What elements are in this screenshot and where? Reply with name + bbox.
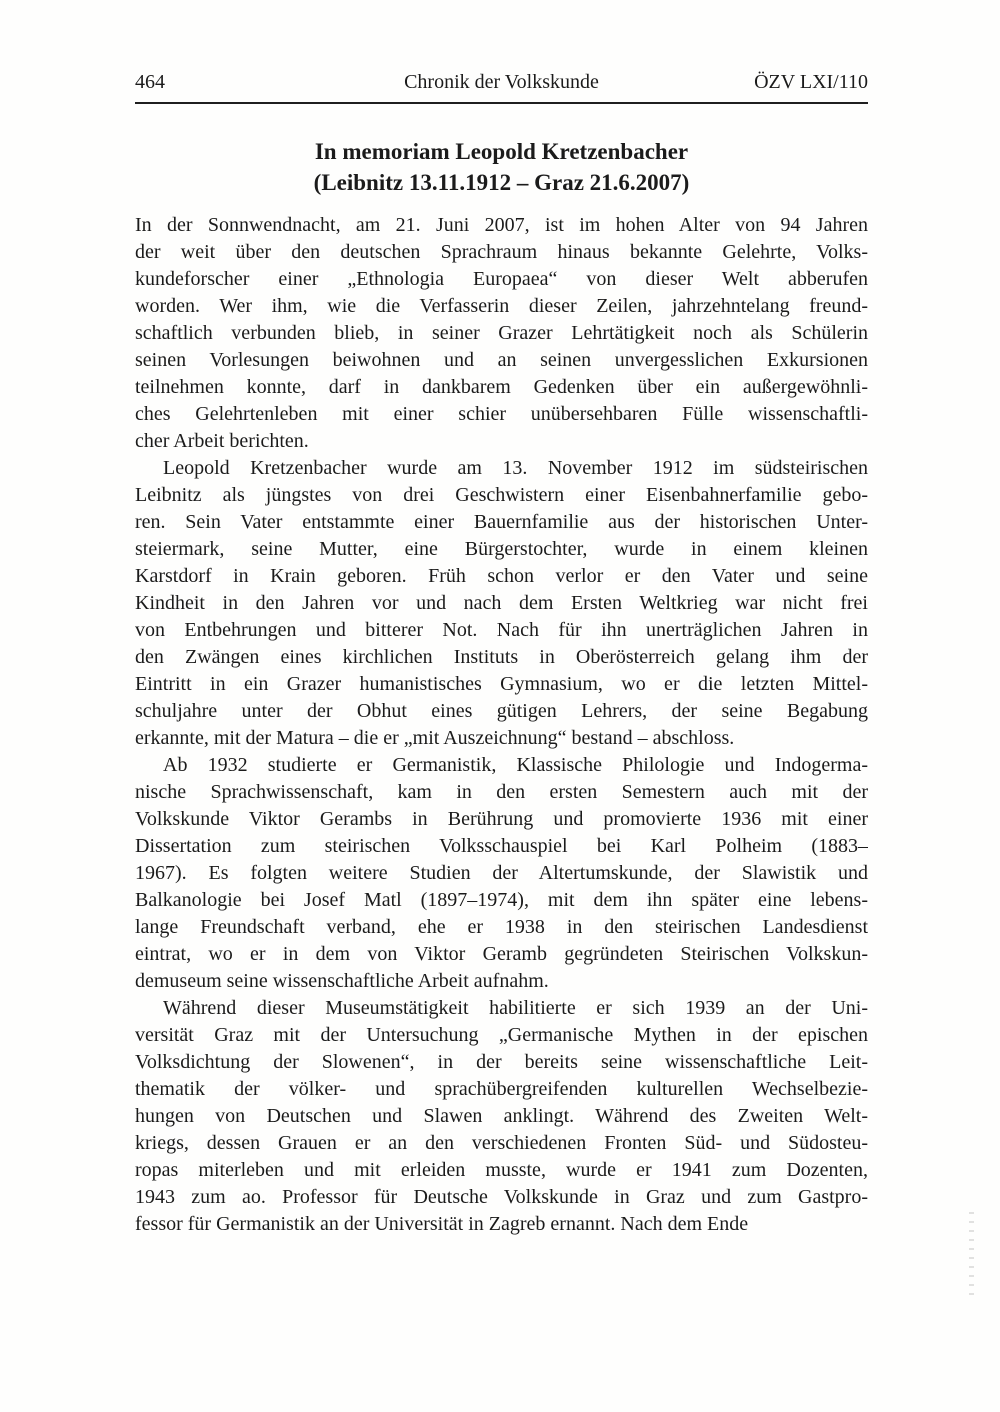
text-line: ren. Sein Vater entstammte einer Bauernfamilie aus der historischen Unter-: [135, 511, 868, 533]
text-line: Volksdichtung der Slowenen“, in der bereits seine wissenschaftliche Leit-: [135, 1051, 868, 1073]
text-line: Volkskunde Viktor Gerambs in Berührung und promovierte 1936 mit einer: [135, 808, 868, 830]
text-line: hungen von Deutschen und Slawen anklingt. Während des Zweiten Welt-: [135, 1105, 868, 1127]
text-line: versität Graz mit der Untersuchung „Germanische Mythen in der epischen: [135, 1024, 868, 1046]
journal-reference: ÖZV LXI/110: [754, 71, 868, 93]
text-line: Ab 1932 studierte er Germanistik, Klassische Philologie und Indogerma-: [163, 754, 868, 776]
paragraph: [135, 455, 868, 752]
text-line: der weit über den deutschen Sprachraum hinaus bekannte Gelehrte, Volks-: [135, 241, 868, 263]
text-line: Während dieser Museumstätigkeit habilitierte er sich 1939 an der Uni-: [163, 997, 868, 1019]
text-line: Balkanologie bei Josef Matl (1897–1974), mit dem ihn später eine lebens-: [135, 889, 868, 911]
header-rule: [135, 102, 868, 104]
text-line: cher Arbeit berichten.: [135, 430, 309, 452]
text-line: Kindheit in den Jahren vor und nach dem Ersten Weltkrieg war nicht frei: [135, 592, 868, 614]
text-line: seinen Vorlesungen beiwohnen und an seinen unvergesslichen Exkursionen: [135, 349, 868, 371]
text-line: steiermark, seine Mutter, eine Bürgerstochter, wurde in einem kleinen: [135, 538, 868, 560]
page-content: [135, 70, 868, 1238]
text-line: demuseum seine wissenschaftliche Arbeit aufnahm.: [135, 970, 549, 992]
scan-artifact-dots: [969, 1212, 974, 1298]
text-line: ches Gelehrtenleben mit einer schier unübersehbaren Fülle wissenschaftli-: [135, 403, 868, 425]
text-line: In der Sonnwendnacht, am 21. Juni 2007, ist im hohen Alter von 94 Jahren: [135, 214, 868, 236]
text-line: teilnehmen konnte, darf in dankbarem Gedenken über ein außergewöhnli-: [135, 376, 868, 398]
running-title: Chronik der Volkskunde: [404, 71, 599, 93]
text-line: fessor für Germanistik an der Universität in Zagreb ernannt. Nach dem Ende: [135, 1213, 749, 1235]
text-line: von Entbehrungen und bitterer Not. Nach für ihn unerträglichen Jahren in: [135, 619, 868, 641]
text-line: den Zwängen eines kirchlichen Instituts in Oberösterreich gelang ihm der: [135, 646, 868, 668]
text-line: 1967). Es folgten weitere Studien der Altertumskunde, der Slawistik und: [135, 862, 868, 884]
text-line: Karstdorf in Krain geboren. Früh schon verlor er den Vater und seine: [135, 565, 868, 587]
page-number: 464: [135, 71, 165, 93]
text-line: eintrat, wo er in dem von Viktor Geramb gegründeten Steirischen Volkskun-: [135, 943, 868, 965]
text-line: Dissertation zum steirischen Volksschauspiel bei Karl Polheim (1883–: [135, 835, 868, 857]
paragraph: [135, 212, 868, 455]
running-head: [135, 70, 868, 96]
text-line: thematik der völker- und sprachübergreifenden kulturellen Wechselbezie-: [135, 1078, 868, 1100]
text-line: lange Freundschaft verband, ehe er 1938 in den steirischen Landesdienst: [135, 916, 868, 938]
text-line: Eintritt in ein Grazer humanistisches Gymnasium, wo er die letzten Mittel-: [135, 673, 868, 695]
text-line: 1943 zum ao. Professor für Deutsche Volkskunde in Graz und zum Gastpro-: [135, 1186, 868, 1208]
text-line: schuljahre unter der Obhut eines gütigen Lehrers, der seine Begabung: [135, 700, 868, 722]
text-line: kriegs, dessen Grauen er an den verschiedenen Fronten Süd- und Südosteu-: [135, 1132, 868, 1154]
text-line: Leibnitz als jüngstes von drei Geschwistern einer Eisenbahnerfamilie gebo-: [135, 484, 868, 506]
article-title: In memoriam Leopold Kretzenbacher: [314, 139, 689, 164]
paragraph: [135, 995, 868, 1238]
text-line: nische Sprachwissenschaft, kam in den ersten Semestern auch mit der: [135, 781, 868, 803]
text-line: ropas miterleben und mit erleiden musste, wurde er 1941 zum Dozenten,: [135, 1159, 868, 1181]
article-body: [135, 212, 868, 1238]
article-subtitle: (Leibnitz 13.11.1912 – Graz 21.6.2007): [313, 170, 690, 195]
text-line: kundeforscher einer „Ethnologia Europaea“ von dieser Welt abberufen: [135, 268, 868, 290]
text-line: schaftlich verbunden blieb, in seiner Grazer Lehrtätigkeit noch als Schülerin: [135, 322, 868, 344]
text-line: erkannte, mit der Matura – die er „mit Auszeichnung“ bestand – abschloss.: [135, 727, 735, 749]
paragraph: [135, 752, 868, 995]
text-line: worden. Wer ihm, wie die Verfasserin dieser Zeilen, jahrzehntelang freund-: [135, 295, 868, 317]
text-line: Leopold Kretzenbacher wurde am 13. November 1912 im südsteirischen: [163, 457, 868, 479]
